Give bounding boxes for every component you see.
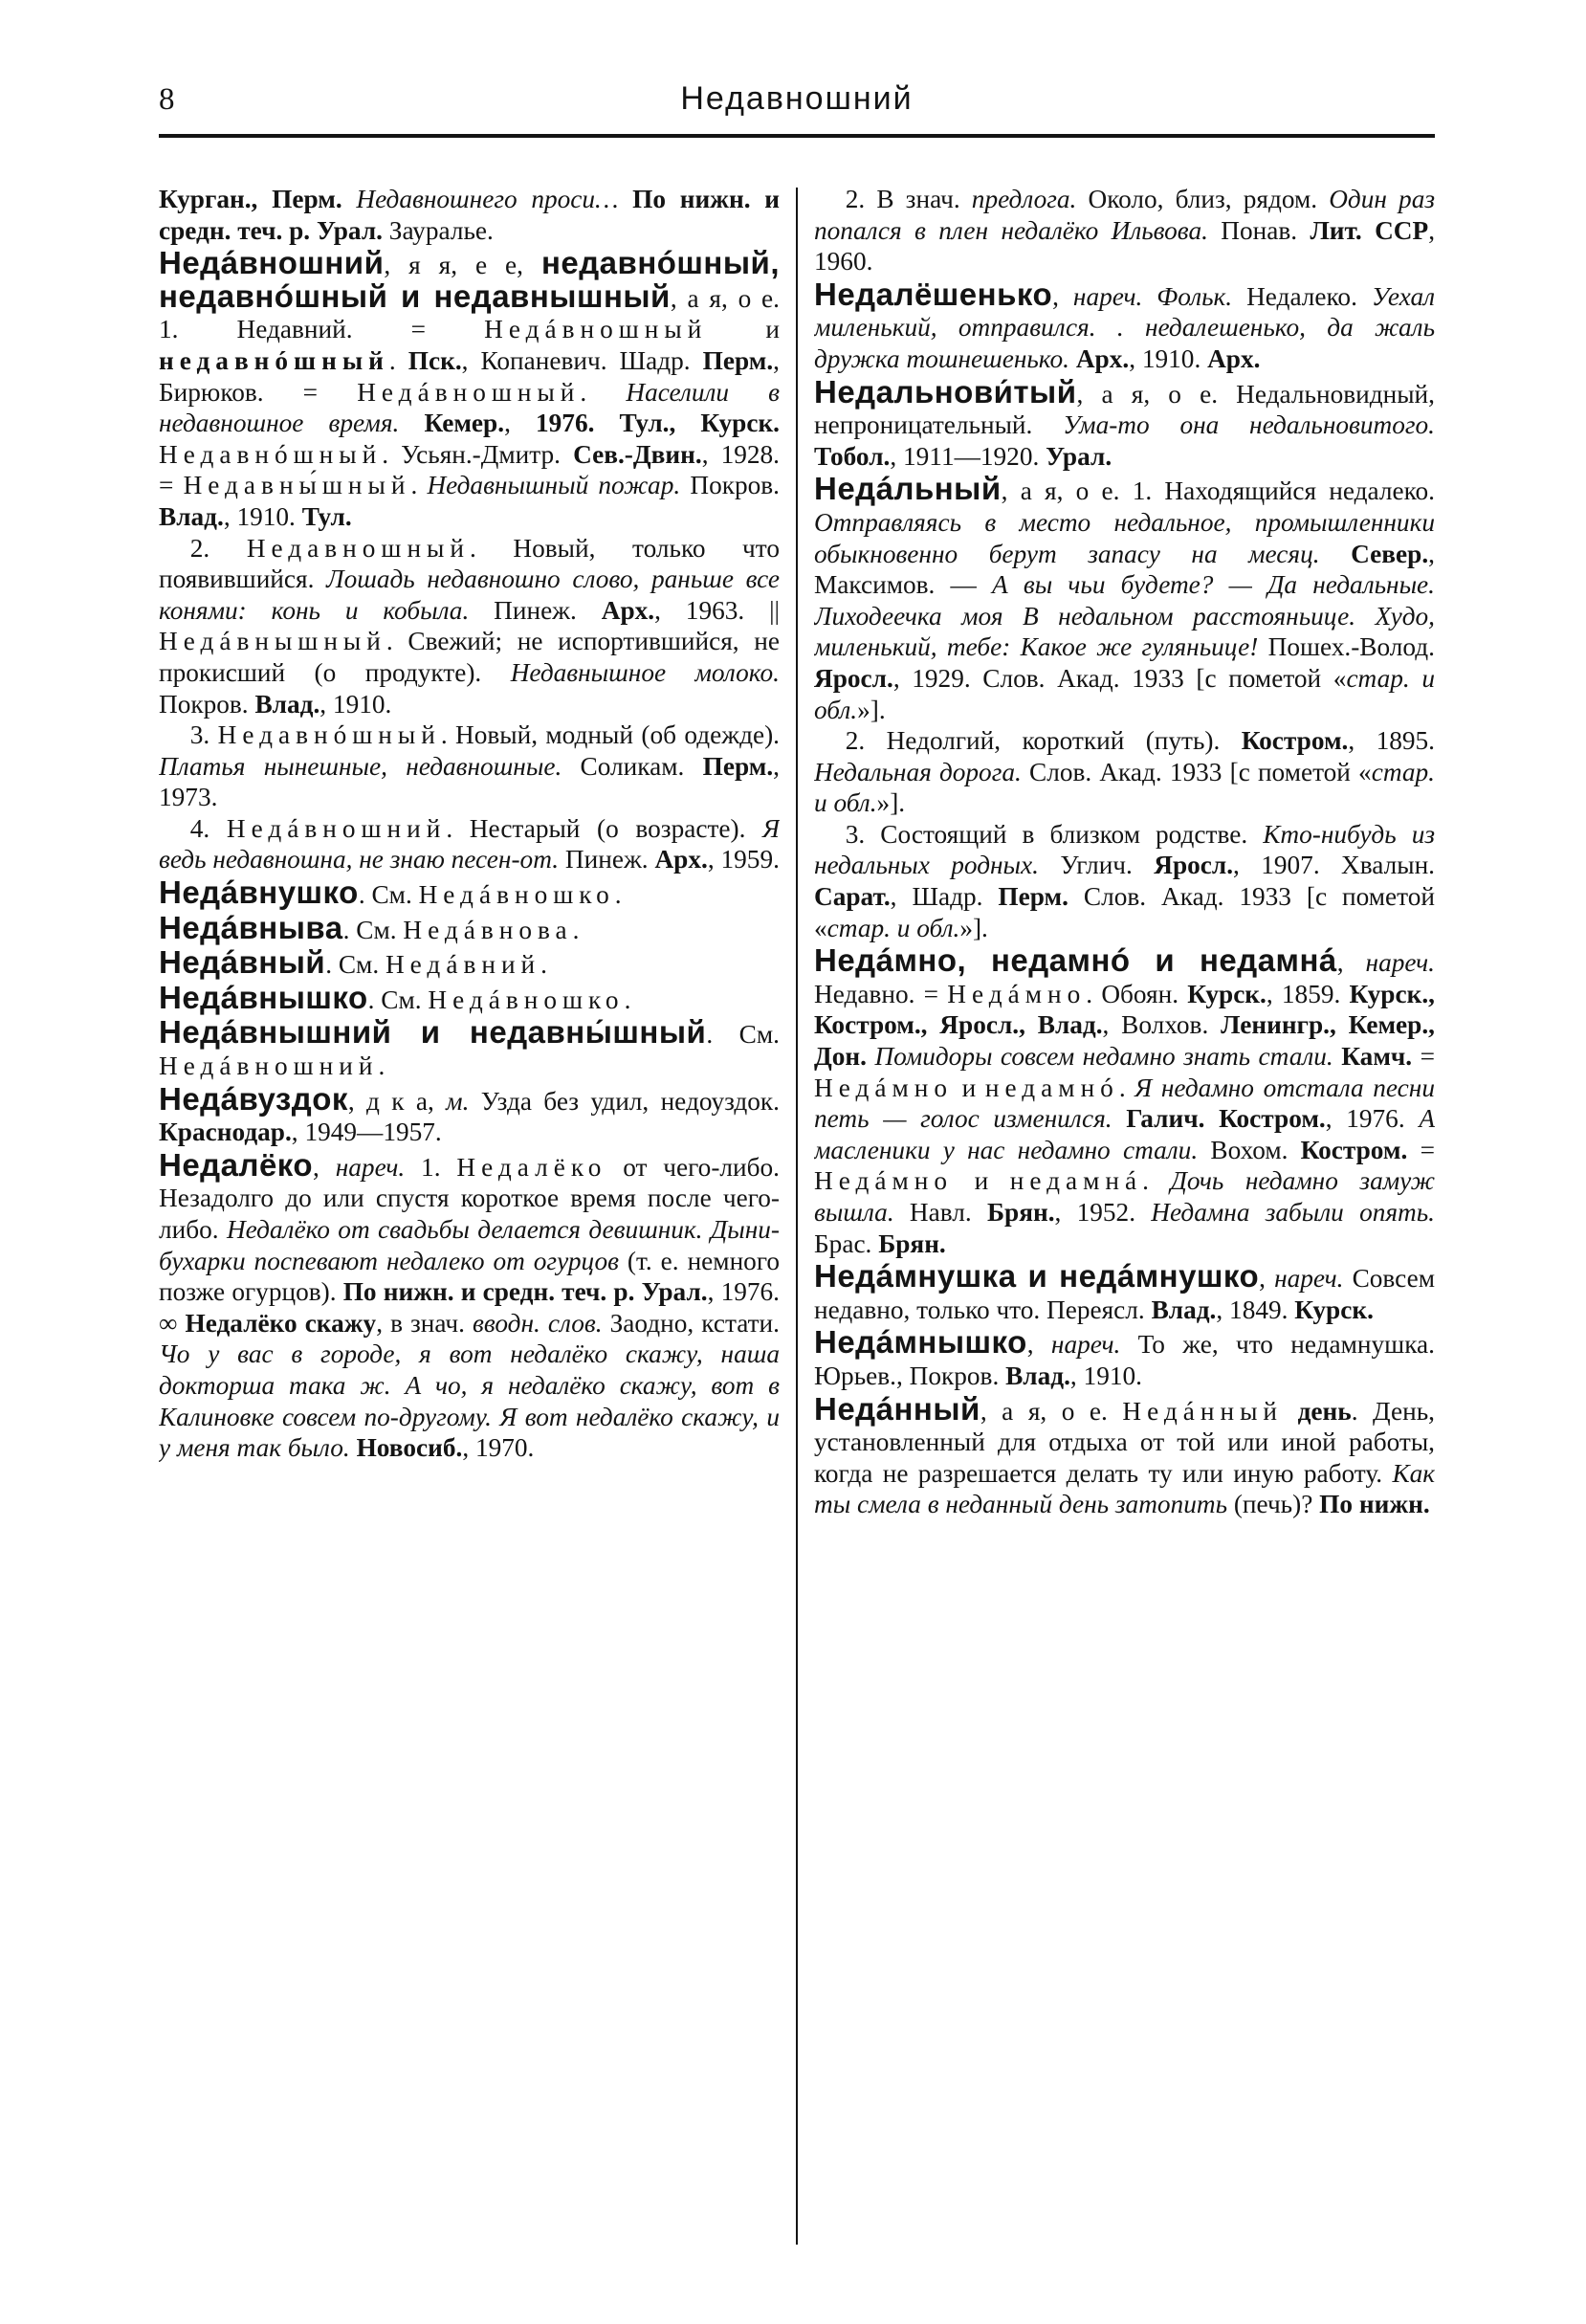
- dictionary-entry: [159, 1014, 780, 1081]
- entry-text: и: [707, 315, 780, 344]
- entry-text: .: [572, 915, 580, 944]
- entry-text: 2. В знач.: [845, 185, 972, 213]
- entry-text: Около, близ, рядом.: [1076, 185, 1330, 213]
- entry-text: , а я, о е. 1. Недавний. =: [159, 283, 780, 344]
- spaced-form: Недалёко: [456, 1152, 607, 1182]
- example-italic: Кто-нибудь из недальных родных.: [814, 819, 1435, 880]
- entry-text: Углич.: [1038, 851, 1155, 880]
- entry-text: , 1910.: [1069, 1361, 1142, 1390]
- spaced-form: Недáвношний: [159, 1051, 379, 1081]
- entry-text: , а я, о е.: [980, 1396, 1123, 1426]
- example-italic: Помидоры совсем недамно знать стали.: [874, 1042, 1333, 1072]
- entry-text: , 1895.: [1348, 726, 1435, 756]
- entry-text: [1069, 344, 1076, 373]
- example-italic: нареч.: [1050, 1330, 1121, 1360]
- entry-text: ,: [1026, 1330, 1051, 1360]
- entry-text: [1333, 1042, 1341, 1071]
- entry-text: Недавно. =: [814, 979, 948, 1008]
- entry-sense: [159, 813, 780, 875]
- entry-text: , я я, е е,: [384, 251, 541, 280]
- spaced-form: Недáмно: [814, 1073, 954, 1102]
- entry-text: »].: [857, 695, 886, 724]
- region-label: Курск.: [1294, 1295, 1374, 1324]
- example-italic: Ума-то она недальновитого.: [1063, 410, 1435, 440]
- entry-text: . См.: [358, 880, 419, 910]
- entry-text: , 1907. Хвалын.: [1233, 851, 1435, 880]
- dictionary-entry: [814, 276, 1435, 375]
- region-label: Сарат.: [814, 882, 891, 912]
- entry-text: Соликам.: [562, 751, 703, 781]
- entry-text: и: [953, 1166, 1010, 1196]
- example-italic: нареч.: [1274, 1264, 1344, 1294]
- entry-text: [1283, 1397, 1298, 1426]
- entry-text: ,: [1052, 281, 1073, 311]
- region-label: Ленингр., Кемер., Дон.: [814, 1010, 1435, 1072]
- spaced-form: Недавнóшный: [217, 720, 441, 750]
- example-italic: Чо у вас в городе, я вот недалёко скажу, наша докторша така ж. А чо, я недалёко скажу, вот в Калиновке совсем по-другому. Я вот недалёко скажу, и у меня так было.: [159, 1339, 780, 1463]
- headword: Недáвный: [159, 944, 326, 981]
- right-column: [814, 184, 1435, 2250]
- region-label: Яросл.: [814, 663, 893, 693]
- entry-text: , 1910.: [319, 689, 392, 719]
- entry-text: , Максимов. —: [814, 539, 1435, 600]
- entry-text: »].: [876, 788, 906, 818]
- entry-text: .: [540, 950, 547, 980]
- entry-text: Зауралье.: [388, 215, 494, 245]
- dictionary-entry: [814, 1390, 1435, 1520]
- region-label: Перм.: [998, 882, 1068, 912]
- entry-text: Заодно, кстати.: [602, 1308, 780, 1338]
- spaced-form: Недавны́шный: [183, 471, 411, 500]
- left-column: [159, 184, 780, 2250]
- entry-text: Пинеж.: [559, 845, 655, 874]
- entry-text: [350, 1433, 357, 1462]
- region-label: Галич. Костром.: [1126, 1104, 1326, 1134]
- entry-text: , в знач.: [376, 1308, 474, 1338]
- example-italic: стар. и обл.: [814, 757, 1435, 818]
- example-italic: вводн. слов.: [473, 1308, 603, 1338]
- region-label: По нижн.: [1319, 1490, 1430, 1519]
- entry-text: , 1959.: [707, 845, 780, 874]
- entry-text: Покров.: [680, 471, 780, 500]
- region-label: Влад.: [159, 501, 224, 531]
- region-label: Кемер.: [424, 409, 505, 438]
- dictionary-entry: [814, 373, 1435, 473]
- headword: Недальнови́тый: [814, 373, 1077, 409]
- entry-text: , 1976.: [1325, 1104, 1420, 1134]
- dictionary-entry: [814, 471, 1435, 725]
- example-italic: Как ты смела в неданный день затопить: [814, 1458, 1435, 1519]
- spaced-form: Недавнóшный: [159, 439, 383, 469]
- example-italic: м.: [446, 1086, 470, 1116]
- example-italic: Отправляясь в место недальное, промышленники обыкновенно берут запасу на месяц.: [814, 507, 1435, 568]
- example-italic: нареч.: [335, 1152, 406, 1182]
- region-label: Новосиб.: [356, 1433, 463, 1463]
- column-divider: [796, 188, 798, 2245]
- spaced-form: недамнó: [984, 1073, 1119, 1102]
- spaced-form: Недáвнова: [403, 915, 573, 944]
- region-label: Север.: [1351, 539, 1429, 568]
- entry-text: 3. Состоящий в близком родстве.: [845, 819, 1264, 849]
- entry-text: . См.: [706, 1020, 780, 1050]
- region-label: Курск., Костром., Яросл., Влад.: [814, 979, 1435, 1040]
- spaced-form: Недáвношний: [226, 813, 447, 843]
- dictionary-entry: [159, 1080, 780, 1148]
- region-label: Тул.: [301, 501, 352, 531]
- region-label: Влад.: [254, 689, 320, 719]
- region-label: Перм.: [702, 751, 774, 781]
- dictionary-entry: [814, 1258, 1435, 1325]
- region-label: Костром.: [1300, 1135, 1408, 1164]
- spaced-form: Недáмно: [947, 979, 1087, 1008]
- region-label: Недалёко скажу: [185, 1308, 377, 1338]
- entry-text: , Волхов.: [1102, 1010, 1222, 1040]
- entry-sense: [814, 819, 1435, 943]
- entry-text: 3.: [189, 720, 218, 750]
- entry-text: . Обоян.: [1086, 979, 1188, 1008]
- region-label: Лит. ССР: [1310, 215, 1429, 245]
- region-label: Курск.: [1187, 979, 1267, 1008]
- headword: Недáвуздок: [159, 1080, 348, 1117]
- entry-text: То же, что недамнушка. Юрьев., Покров.: [814, 1330, 1435, 1390]
- entry-text: , 1928. =: [159, 439, 780, 500]
- example-italic: Недальная дорога.: [814, 757, 1022, 786]
- entry-text: [1112, 1104, 1127, 1133]
- region-label: Тобол.: [814, 441, 891, 471]
- entry-text: , 1952.: [1054, 1198, 1152, 1227]
- entry-text: , 1973.: [159, 751, 780, 812]
- entry-text: 4.: [189, 813, 227, 843]
- spaced-form: Недáвний: [385, 950, 541, 980]
- entry-text: , 1911—1920.: [890, 441, 1046, 471]
- entry-text: [399, 409, 424, 437]
- entry-text: .: [388, 345, 408, 375]
- region-label: Брян.: [878, 1228, 946, 1258]
- example-italic: стар. и обл.: [826, 913, 960, 942]
- region-label: По нижн. и средн. теч. р. Урал.: [159, 185, 780, 245]
- example-italic: Один раз попался в плен недалёко Ильвова.: [814, 185, 1435, 245]
- page-header: [159, 80, 1435, 138]
- entry-text: 2. Недолгий, короткий (путь).: [845, 726, 1242, 756]
- entry-text: . См.: [342, 915, 404, 944]
- entry-text: . Новый, только что появившийся.: [159, 533, 780, 594]
- dictionary-entry: [814, 1324, 1435, 1391]
- entry-text: Слов. Акад. 1933 [с пометой «: [814, 882, 1435, 942]
- entry-text: ,: [1336, 948, 1366, 978]
- example-italic: Недалёко от свадьбы делается девишник. Дыни-бухарки поспевают недалеко от огурцов: [159, 1215, 780, 1275]
- region-label: Арх.: [601, 595, 655, 625]
- entry-text: , 1963. ||: [654, 595, 780, 625]
- entry-text: Пошех.-Волод.: [1258, 632, 1435, 662]
- headword: Недáнный: [814, 1390, 980, 1427]
- entry-text: Пинеж.: [469, 595, 602, 625]
- entry-text: , 1970.: [462, 1433, 535, 1463]
- entry-text: Навл.: [893, 1198, 987, 1227]
- entry-text: .: [580, 377, 627, 407]
- entry-text: . Усьян.-Дмитр.: [382, 439, 574, 469]
- entry-text: ,: [504, 409, 536, 438]
- region-label: Влад.: [1005, 1361, 1070, 1390]
- dictionary-entry: [814, 942, 1435, 1259]
- spaced-form: Недáвношный: [484, 315, 708, 344]
- region-label: Краснодар.: [159, 1118, 292, 1147]
- example-italic: Я недамно отстала песни петь — голос изменился.: [814, 1073, 1435, 1134]
- entry-text: . Нестарый (о возрасте).: [446, 813, 763, 843]
- headword: Недáвнушко: [159, 874, 359, 911]
- entry-text: , 1849.: [1216, 1295, 1295, 1324]
- entry-text: .: [624, 985, 631, 1014]
- entry-text: , Копаневич. Шадр.: [461, 345, 703, 375]
- entry-text: .: [1142, 1166, 1171, 1196]
- entry-text: , 1976. ∞: [159, 1277, 780, 1338]
- entry-sense: [159, 533, 780, 720]
- headword: Недáмнушка и недáмнушко: [814, 1258, 1260, 1295]
- entry-text: , 1859.: [1266, 979, 1350, 1008]
- region-label: Арх.: [654, 845, 708, 874]
- example-italic: Я ведь недавношна, не знаю песен-от.: [159, 813, 780, 874]
- region-label: Арх.: [1207, 343, 1261, 373]
- entry-text: и: [953, 1073, 985, 1102]
- headword: Недáмно, недамнó и недамнá́: [814, 942, 1337, 979]
- region-label: Урал.: [1046, 441, 1112, 471]
- example-italic: нареч. Фольк.: [1072, 281, 1233, 311]
- entry-text: 2.: [189, 533, 247, 563]
- headword: Недáльный: [814, 471, 1002, 507]
- dictionary-entry: [159, 1146, 780, 1464]
- entry-text: Недалеко.: [1232, 281, 1372, 311]
- region-label: Пск.: [408, 345, 462, 375]
- entry-text: 1.: [405, 1152, 457, 1182]
- region-label: 1976. Тул., Курск.: [536, 409, 780, 438]
- spaced-form: Недавношный: [246, 533, 471, 563]
- example-italic: Недавнышный пожар.: [427, 471, 681, 500]
- headword: Недáвнышний и недавны́шный: [159, 1014, 707, 1051]
- example-italic: стар. и обл.: [814, 663, 1435, 724]
- entry-text: Вохом.: [1198, 1135, 1301, 1164]
- region-label: Перм.: [702, 345, 774, 375]
- headword: недавнóшный, недавнóшный и недавнышный: [159, 245, 780, 314]
- entry-text: , Бирюков. =: [159, 345, 780, 407]
- example-italic: Уехал миленький, отправился. . недалешенько, да жаль дружка тошнешенько.: [814, 281, 1435, 373]
- headword: Недáмнышко: [814, 1324, 1027, 1361]
- entry-text: .: [378, 1051, 385, 1081]
- dictionary-entry: [159, 944, 780, 981]
- region-label: Сев.-Двин.: [573, 439, 702, 469]
- entry-text: (печь)?: [1227, 1490, 1320, 1519]
- spaced-form: недамнá: [1009, 1166, 1143, 1196]
- entry-text: , д к а,: [347, 1086, 447, 1116]
- entry-continuation: [159, 184, 780, 246]
- headword: Недáвнышко: [159, 979, 368, 1015]
- entry-text: Узда без удил, недоуздок.: [469, 1086, 780, 1116]
- spaced-form: недавнóшный: [159, 345, 389, 375]
- entry-text: Понав.: [1207, 215, 1311, 245]
- example-italic: предлога.: [971, 185, 1077, 213]
- region-label: Влад.: [1151, 1295, 1217, 1324]
- entry-text: , а я, о е. 1. Находящийся недалеко.: [1001, 476, 1435, 506]
- entry-text: , 1910.: [223, 501, 302, 531]
- entry-text: .: [1118, 1073, 1135, 1102]
- running-head: Недавношний: [680, 80, 914, 117]
- dictionary-entry: [159, 909, 780, 946]
- entry-text: , 1949—1957.: [291, 1118, 442, 1147]
- entry-text: .: [410, 471, 428, 500]
- entry-sense: [159, 719, 780, 813]
- example-italic: Дочь недамно замуж вышла.: [814, 1166, 1435, 1227]
- entry-text: [1320, 540, 1352, 568]
- region-label: Брян.: [986, 1198, 1055, 1227]
- region-label: Курган., Перм.: [159, 185, 357, 213]
- example-italic: Недамна забыли опять.: [1151, 1198, 1435, 1227]
- spaced-form: Недáнный: [1122, 1396, 1284, 1426]
- example-italic: Населили в недавношное время.: [159, 377, 780, 438]
- dictionary-entry: [159, 979, 780, 1016]
- region-label: Яросл.: [1154, 851, 1234, 880]
- entry-text: ,: [1259, 1264, 1275, 1294]
- entry-text: ,: [313, 1152, 336, 1182]
- example-italic: Недавношнего проси…: [356, 185, 633, 213]
- headword: Недáвныва: [159, 909, 343, 945]
- spaced-form: Недáвношко: [428, 985, 625, 1014]
- entry-text: от чего-либо. Незадолго до или спустя короткое время после чего-либо.: [159, 1152, 780, 1244]
- entry-text: Совсем недавно, только что. Переясл.: [814, 1264, 1435, 1324]
- spaced-form: Недáмно: [814, 1166, 954, 1196]
- entry-text: . День, установленный для отдыха от той или иной работы, когда не разрешается делать ту или иную работу.: [814, 1396, 1435, 1488]
- entry-sense: [814, 725, 1435, 819]
- region-label: По нижн. и средн. теч. р. Урал.: [342, 1277, 708, 1307]
- entry-text: »].: [959, 913, 988, 942]
- entry-text: =: [1412, 1042, 1435, 1072]
- entry-text: , 1929. Слов. Акад. 1933 [с пометой «: [892, 663, 1347, 693]
- region-label: Камч.: [1341, 1042, 1413, 1072]
- headword: Недалёко: [159, 1146, 314, 1183]
- entry-text: Брас.: [814, 1228, 879, 1258]
- dictionary-entry: [159, 874, 780, 911]
- example-italic: А вы чьи будете? — Да недальные. Лиходеечка моя В недальном расстояньице. Худо, миленький, тебе: Какое же гуляньице!: [814, 570, 1435, 662]
- headword: Недалёшенько: [814, 276, 1053, 312]
- headword: Недáвношний: [159, 245, 385, 281]
- entry-text: , Шадр.: [890, 882, 999, 912]
- example-italic: нареч.: [1365, 948, 1435, 978]
- example-italic: Недавнышное молоко.: [510, 657, 780, 687]
- example-italic: Лошадь недавношно слово, раньше все конями: конь и кобыла.: [159, 564, 780, 625]
- entry-text: .: [614, 880, 622, 910]
- entry-text: . См.: [325, 950, 385, 980]
- entry-text: , 1960.: [814, 215, 1435, 277]
- entry-text: (т. е. немного позже огурцов).: [159, 1246, 780, 1307]
- entry-text: . Свежий; не испортившийся, не прокисший (о продукте).: [159, 627, 780, 687]
- entry-text: . Новый, модный (об одежде).: [440, 720, 780, 750]
- entry-text: . См.: [367, 985, 429, 1014]
- entry-text: Покров.: [159, 689, 255, 719]
- example-italic: А масленики у нас недамно стали.: [814, 1104, 1435, 1164]
- region-label: Костром.: [1241, 726, 1349, 756]
- region-label: Арх.: [1075, 343, 1130, 373]
- example-italic: Платья нынешные, недавношные.: [159, 751, 562, 781]
- entry-text: , а я, о е. Недальновидный, непроницательный.: [814, 379, 1435, 440]
- spaced-form: Недáвношко: [418, 880, 615, 910]
- entry-text: =: [1407, 1135, 1435, 1164]
- entry-text: Слов. Акад. 1933 [с пометой «: [1021, 757, 1372, 786]
- spaced-form: Недáвношный: [357, 377, 581, 407]
- dictionary-entry: [159, 245, 780, 532]
- spaced-form: Недáвнышный: [159, 627, 386, 656]
- region-label: день: [1297, 1396, 1352, 1426]
- entry-sense: [814, 184, 1435, 277]
- header-rule: [159, 134, 1435, 138]
- entry-text: , 1910.: [1129, 343, 1208, 373]
- page-number: 8: [159, 82, 175, 117]
